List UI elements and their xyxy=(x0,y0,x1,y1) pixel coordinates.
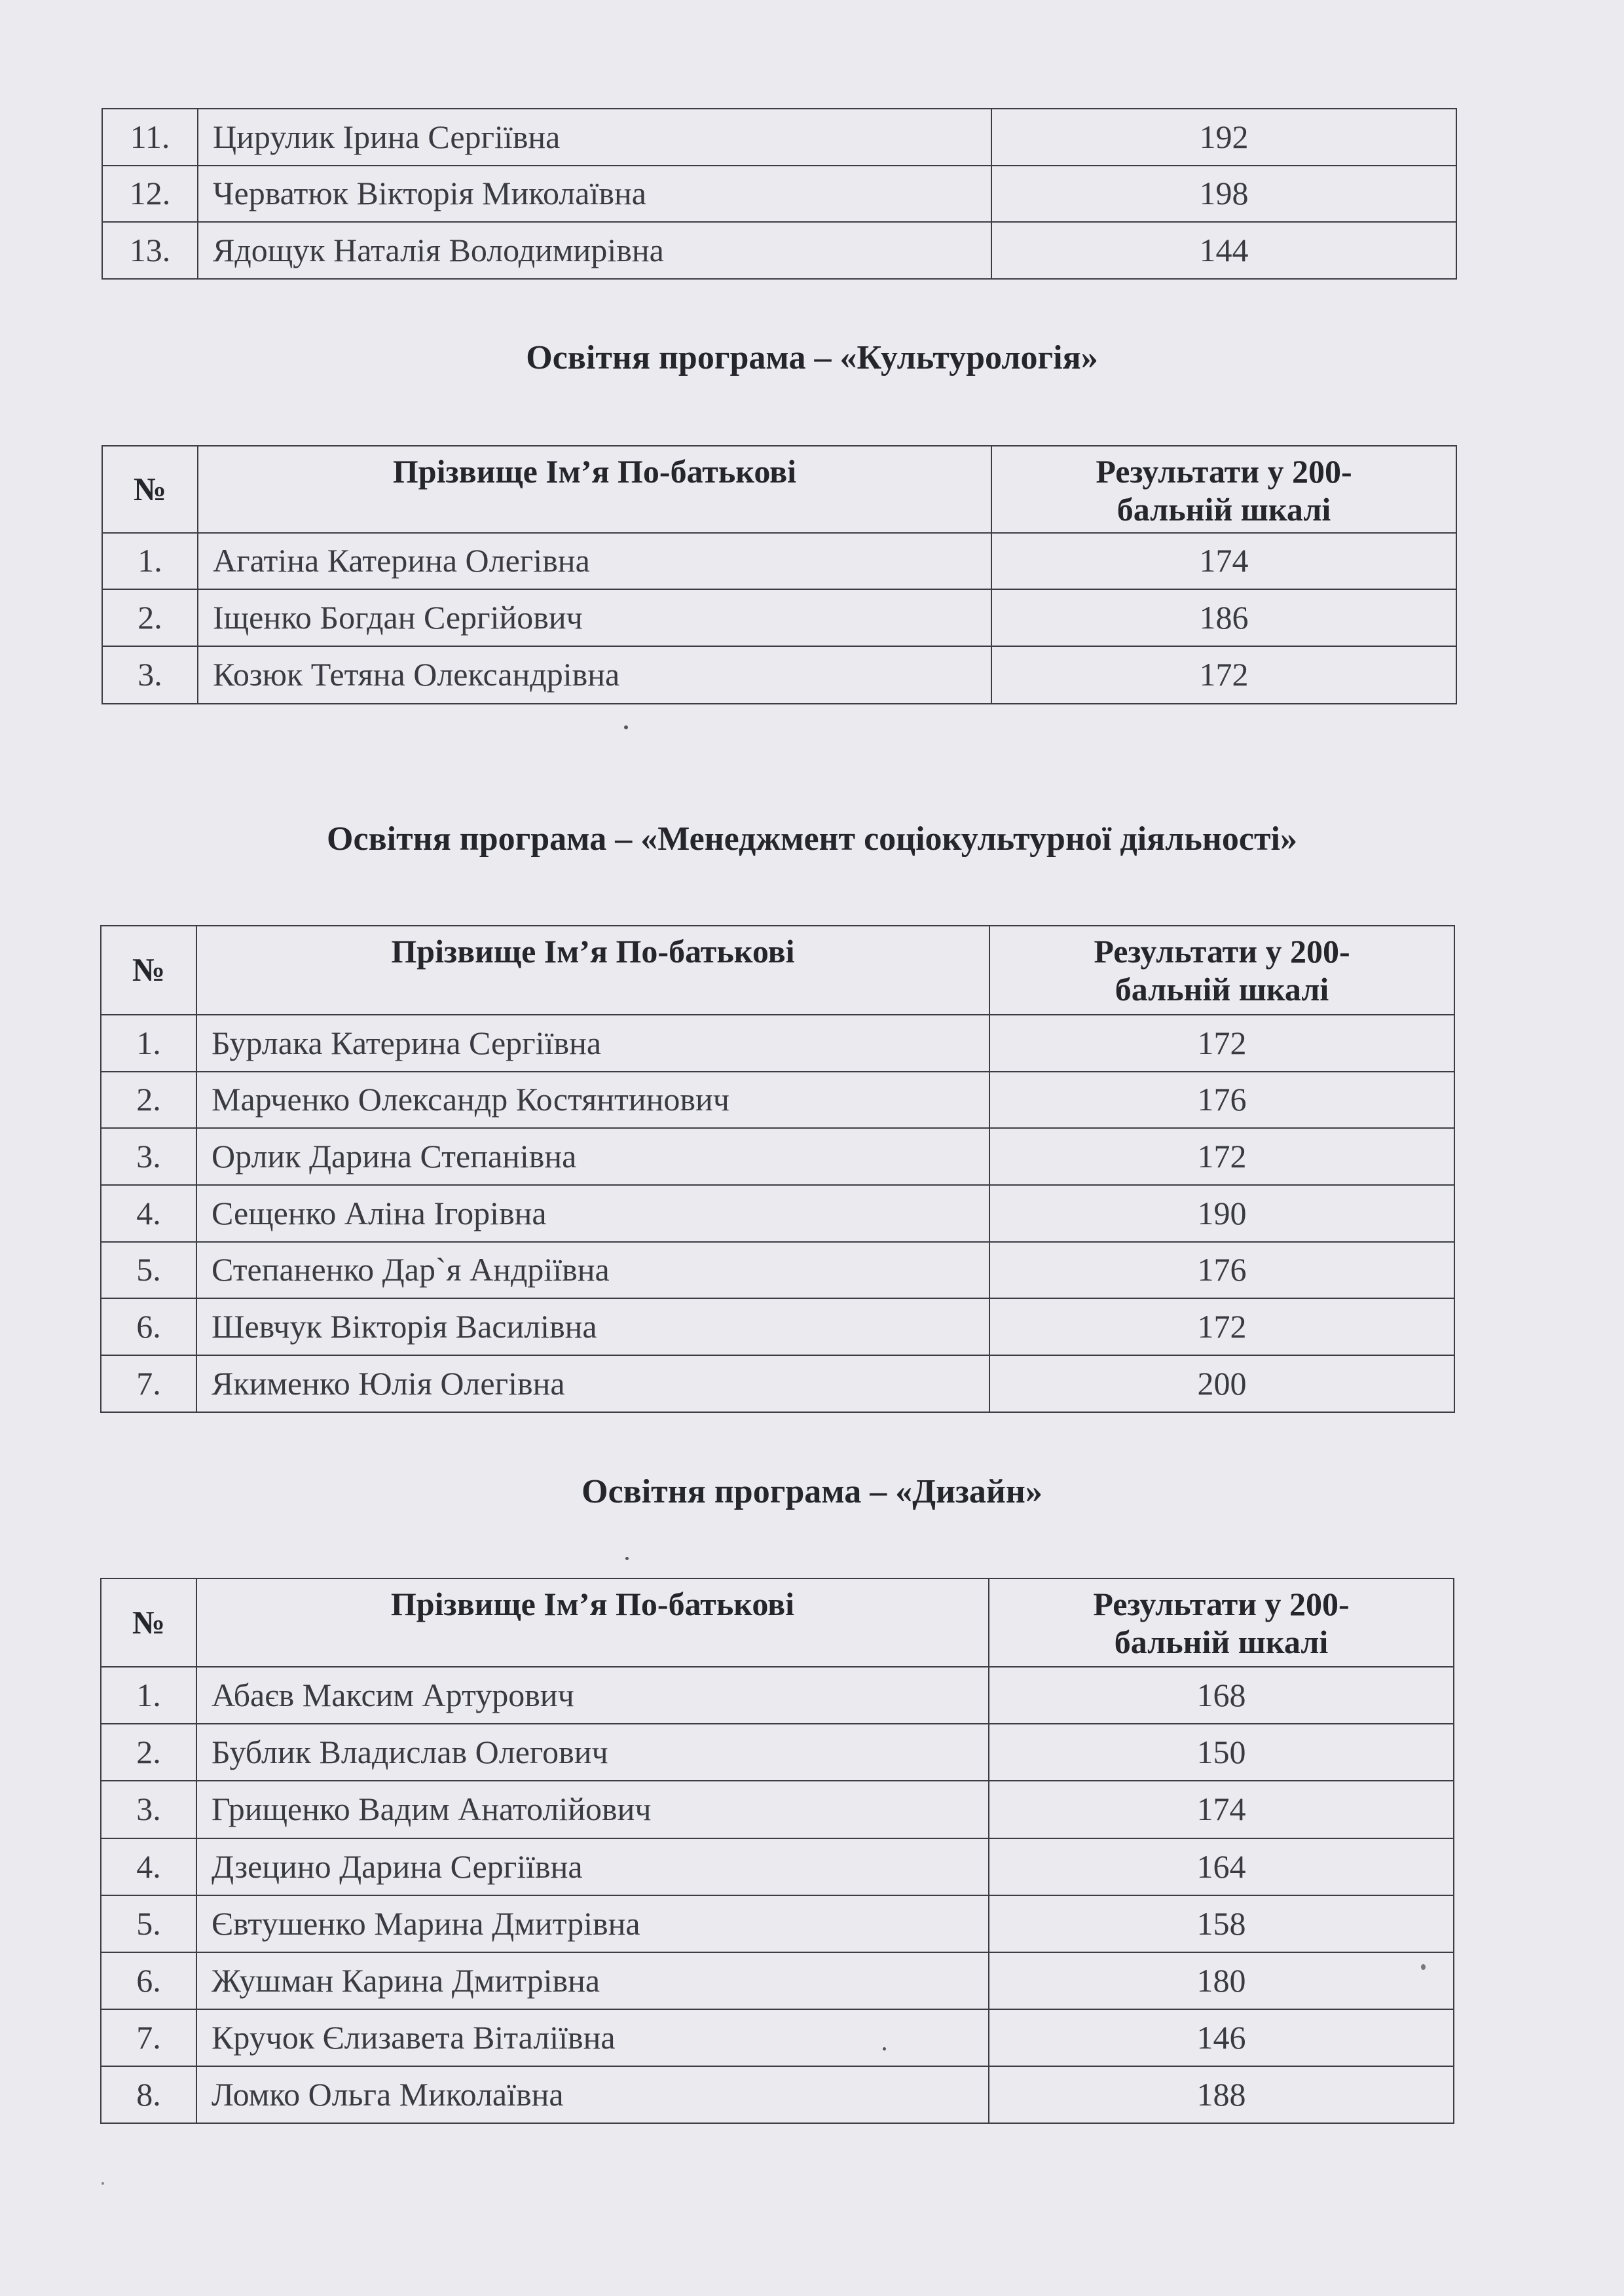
table-row xyxy=(101,1895,1454,1952)
student-score: 176 xyxy=(989,1242,1454,1298)
student-name: Ломко Ольга Миколаївна xyxy=(196,2066,989,2123)
header-score xyxy=(991,446,1456,533)
table-row xyxy=(101,1355,1454,1412)
student-name: Кручок Єлизавета Віталіївна xyxy=(196,2009,989,2066)
header-name: Прізвище Ім’я По-батькові xyxy=(196,926,989,1015)
student-score: 174 xyxy=(991,533,1456,589)
student-score: 188 xyxy=(989,2066,1454,2123)
row-number: 1. xyxy=(102,533,198,589)
student-score: 174 xyxy=(989,1781,1454,1838)
row-number: 5. xyxy=(101,1895,196,1952)
student-score: 176 xyxy=(989,1072,1454,1128)
row-number: 7. xyxy=(101,2009,196,2066)
scan-speck xyxy=(883,2047,886,2050)
row-number: 2. xyxy=(102,589,198,646)
table-row xyxy=(101,1667,1454,1724)
table-row xyxy=(102,646,1456,704)
table-row xyxy=(101,1015,1454,1072)
table-row xyxy=(101,1838,1454,1895)
row-number: 2. xyxy=(101,1724,196,1781)
header-name: Прізвище Ім’я По-батькові xyxy=(196,1578,989,1667)
table-row xyxy=(101,1724,1454,1781)
row-number: 4. xyxy=(101,1838,196,1895)
header-score-line2: бальній шкалі xyxy=(1114,1623,1329,1660)
scan-speck xyxy=(1421,1964,1426,1970)
row-number: 1. xyxy=(101,1015,196,1072)
student-name: Євтушенко Марина Дмитрівна xyxy=(196,1895,989,1952)
header-score-line1: Результати у 200- xyxy=(1096,453,1352,490)
student-name: Орлик Дарина Степанівна xyxy=(196,1128,989,1185)
row-number: 1. xyxy=(101,1667,196,1724)
row-number: 8. xyxy=(101,2066,196,2123)
student-name: Ядощук Наталія Володимирівна xyxy=(198,222,991,279)
table-row xyxy=(102,589,1456,646)
row-number: 3. xyxy=(101,1781,196,1838)
section-title-management: Освітня програма – «Менеджмент соціокультурної діяльності» xyxy=(327,820,1297,858)
header-name: Прізвище Ім’я По-батькові xyxy=(198,446,991,533)
row-number: 3. xyxy=(102,646,198,704)
table-row xyxy=(101,1185,1454,1242)
student-score: 150 xyxy=(989,1724,1454,1781)
student-score: 192 xyxy=(991,109,1456,166)
student-score: 180 xyxy=(989,1952,1454,2009)
header-score xyxy=(989,926,1454,1015)
table-row xyxy=(101,1298,1454,1355)
student-name: Абаєв Максим Артурович xyxy=(196,1667,989,1724)
header-score-line2: бальній шкалі xyxy=(1116,490,1331,528)
student-score: 190 xyxy=(989,1185,1454,1242)
row-number: 6. xyxy=(101,1298,196,1355)
student-score: 198 xyxy=(991,166,1456,222)
scan-speck xyxy=(624,725,628,729)
row-number: 12. xyxy=(102,166,198,222)
table-row xyxy=(102,533,1456,589)
row-number: 4. xyxy=(101,1185,196,1242)
student-name: Дзецино Дарина Сергіївна xyxy=(196,1838,989,1895)
culturology-results-table xyxy=(101,445,1457,704)
student-name: Черватюк Вікторія Миколаївна xyxy=(198,166,991,222)
student-name: Бурлака Катерина Сергіївна xyxy=(196,1015,989,1072)
table-header-row xyxy=(102,446,1456,533)
student-score: 172 xyxy=(989,1128,1454,1185)
header-score xyxy=(989,1578,1454,1667)
table-row xyxy=(101,2009,1454,2066)
student-name: Сещенко Аліна Ігорівна xyxy=(196,1185,989,1242)
table-row xyxy=(102,109,1456,166)
student-name: Жушман Карина Дмитрівна xyxy=(196,1952,989,2009)
row-number: 2. xyxy=(101,1072,196,1128)
design-results-table xyxy=(100,1578,1454,2124)
student-score: 144 xyxy=(991,222,1456,279)
student-name: Цирулик Ірина Сергіївна xyxy=(198,109,991,166)
student-name: Степаненко Дар`я Андріївна xyxy=(196,1242,989,1298)
student-score: 172 xyxy=(991,646,1456,704)
student-name: Бублик Владислав Олегович xyxy=(196,1724,989,1781)
student-score: 200 xyxy=(989,1355,1454,1412)
student-score: 172 xyxy=(989,1298,1454,1355)
student-name: Шевчук Вікторія Василівна xyxy=(196,1298,989,1355)
row-number: 5. xyxy=(101,1242,196,1298)
management-results-table xyxy=(100,925,1455,1413)
table-header-row xyxy=(101,926,1454,1015)
header-score-line1: Результати у 200- xyxy=(1093,1586,1350,1622)
header-score-line1: Результати у 200- xyxy=(1094,933,1350,970)
student-score: 172 xyxy=(989,1015,1454,1072)
row-number: 13. xyxy=(102,222,198,279)
student-score: 186 xyxy=(991,589,1456,646)
row-number: 7. xyxy=(101,1355,196,1412)
continued-results-table xyxy=(101,108,1457,280)
student-name: Марченко Олександр Костянтинович xyxy=(196,1072,989,1128)
section-title-design: Освітня програма – «Дизайн» xyxy=(581,1473,1043,1510)
table-header-row xyxy=(101,1578,1454,1667)
row-number: 6. xyxy=(101,1952,196,2009)
student-name: Грищенко Вадим Анатолійович xyxy=(196,1781,989,1838)
student-name: Іщенко Богдан Сергійович xyxy=(198,589,991,646)
student-name: Козюк Тетяна Олександрівна xyxy=(198,646,991,704)
table-row xyxy=(101,1072,1454,1128)
row-number: 11. xyxy=(102,109,198,166)
header-number: № xyxy=(101,1578,196,1667)
scan-speck xyxy=(625,1557,629,1560)
student-score: 168 xyxy=(989,1667,1454,1724)
student-name: Агатіна Катерина Олегівна xyxy=(198,533,991,589)
table-row xyxy=(102,222,1456,279)
table-row xyxy=(101,1242,1454,1298)
section-title-culturology: Освітня програма – «Культурологія» xyxy=(526,339,1098,376)
header-number: № xyxy=(101,926,196,1015)
table-row xyxy=(101,1128,1454,1185)
header-number: № xyxy=(102,446,198,533)
student-name: Якименко Юлія Олегівна xyxy=(196,1355,989,1412)
table-row xyxy=(101,1781,1454,1838)
table-row xyxy=(101,1952,1454,2009)
scan-speck xyxy=(101,2182,104,2185)
table-row xyxy=(102,166,1456,222)
table-row xyxy=(101,2066,1454,2123)
student-score: 146 xyxy=(989,2009,1454,2066)
header-score-line2: бальній шкалі xyxy=(1115,970,1329,1008)
row-number: 3. xyxy=(101,1128,196,1185)
student-score: 164 xyxy=(989,1838,1454,1895)
student-score: 158 xyxy=(989,1895,1454,1952)
